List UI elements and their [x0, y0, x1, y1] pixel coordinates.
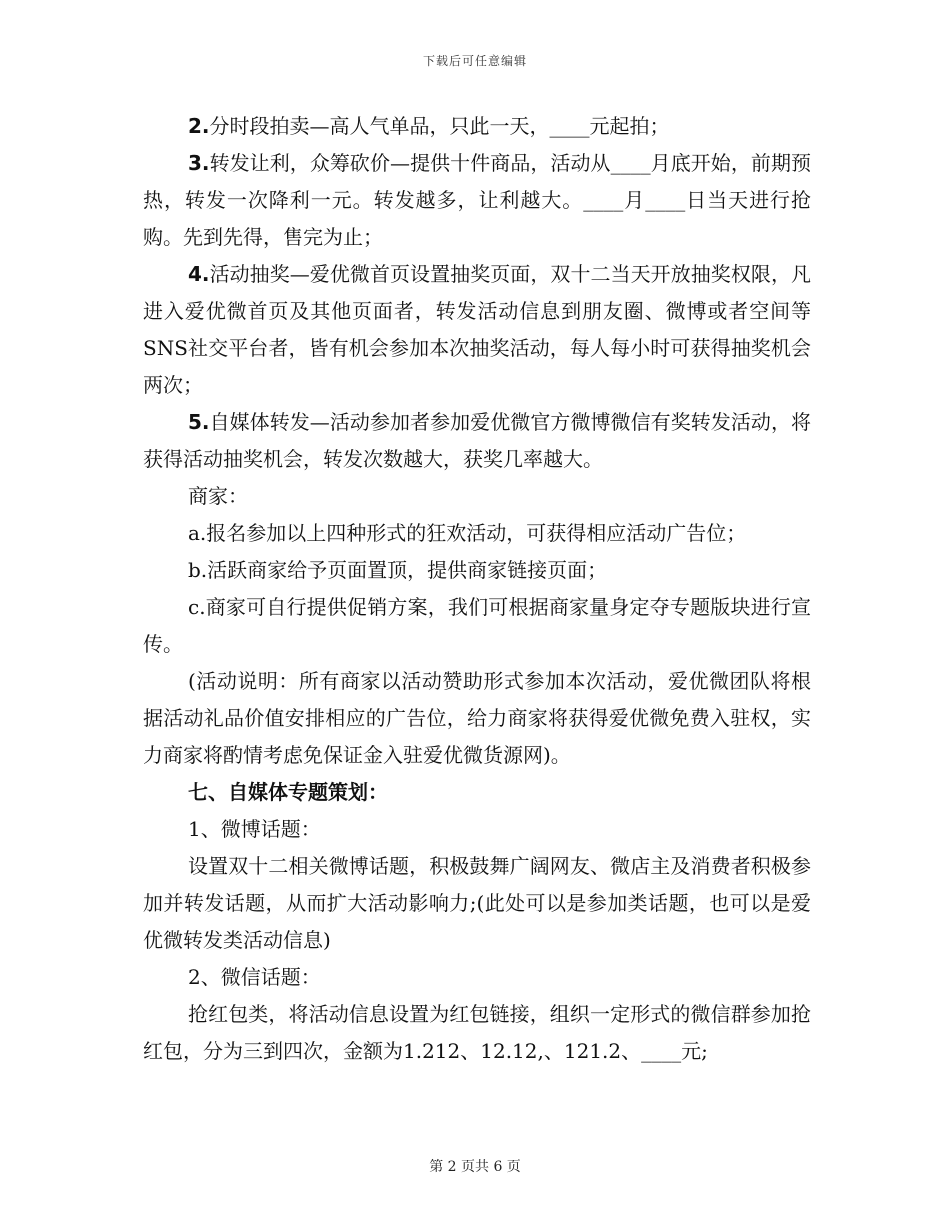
merchant-label — [143, 478, 811, 515]
item-text: (活动说明：所有商家以活动赞助形式参加本次活动，爱优微团队将根据活动礼品价值安排相应的广告位，给力商家将获得爱优微免费入驻权，实力商家将酌情考虑免保证金入驻爱优微货源网)。 — [143, 669, 811, 767]
page-footer: 第 2 页共 6 页 — [429, 1159, 521, 1175]
merchant-item-c — [143, 589, 811, 663]
item-text: 自媒体转发—活动参加者参加爱优微官方微博微信有奖转发活动，将获得活动抽奖机会，转发次数越大，获奖几率越大。 — [143, 410, 811, 471]
subsection-title-weibo: 1、微博话题： — [188, 817, 321, 841]
item-text: 商家： — [188, 484, 248, 508]
list-item-3 — [143, 145, 811, 256]
item-text: 转发让利，众筹砍价—提供十件商品，活动从____月底开始，前期预热，转发一次降利一元。转发越多，让利越大。____月____日当天进行抢购。先到先得，售完为止； — [143, 151, 811, 249]
list-item-4 — [143, 256, 811, 404]
merchant-item-b — [143, 552, 811, 589]
merchant-item-a — [143, 515, 811, 552]
subsection-text-weibo: 设置双十二相关微博话题，积极鼓舞广阔网友、微店主及消费者积极参加并转发话题，从而扩大活动影响力;(此处可以是参加类话题，也可以是爱优微转发类活动信息) — [143, 854, 811, 952]
item-number: 3. — [188, 151, 210, 175]
item-text: c.商家可自行提供促销方案，我们可根据商家量身定夺专题版块进行宣传。 — [143, 595, 811, 656]
list-item-5 — [143, 404, 811, 478]
subsection-title-wechat: 2、微信话题： — [188, 965, 321, 989]
item-number: 2. — [188, 114, 210, 138]
item-text: a.报名参加以上四种形式的狂欢活动，可获得相应活动广告位； — [188, 521, 747, 545]
page-header: 下载后可任意编辑 — [422, 54, 527, 68]
item-number: 4. — [188, 262, 210, 286]
item-number: 5. — [188, 410, 210, 434]
document-body — [143, 108, 811, 1070]
activity-note — [143, 663, 811, 774]
section-heading: 七、自媒体专题策划： — [188, 780, 388, 804]
item-text: 活动抽奖—爱优微首页设置抽奖页面，双十二当天开放抽奖权限，凡进入爱优微首页及其他页面者，转发活动信息到朋友圈、微博或者空间等SNS社交平台者，皆有机会参加本次抽奖活动，每人每小时可获得抽奖机会两次； — [143, 262, 811, 397]
subsection-text-wechat: 抢红包类，将活动信息设置为红包链接，组织一定形式的微信群参加抢红包，分为三到四次，金额为1.212、12.12,、121.2、____元; — [143, 1002, 811, 1063]
item-text: 分时段拍卖—高人气单品，只此一天，____元起拍； — [209, 114, 670, 138]
item-text: b.活跃商家给予页面置顶，提供商家链接页面； — [188, 558, 608, 582]
list-item-2 — [143, 108, 811, 145]
